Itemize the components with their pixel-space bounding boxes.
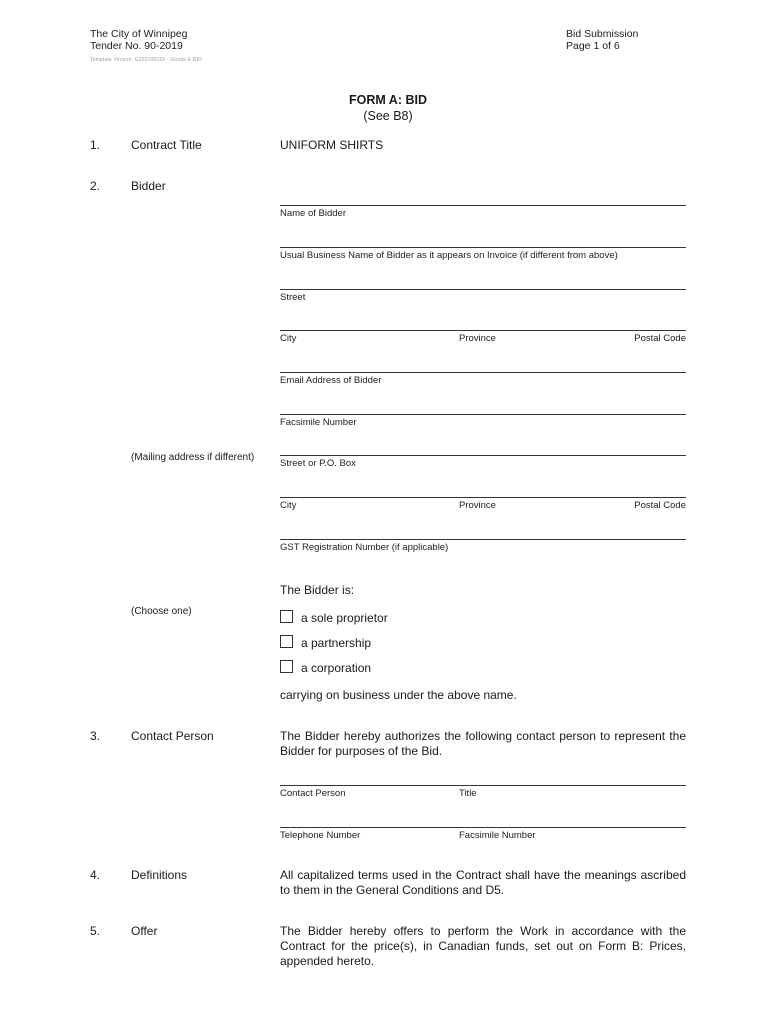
partnership-label: a partnership <box>301 636 372 650</box>
postal-code-caption: Postal Code <box>634 333 686 344</box>
business-name-field[interactable] <box>280 247 686 248</box>
title-caption: Title <box>459 788 477 799</box>
header-template-version: Template Version: G220190115 - Goods E-BID <box>90 57 202 63</box>
bidder-name-caption: Name of Bidder <box>280 208 347 219</box>
mail-city-caption: City <box>280 500 297 511</box>
email-field[interactable] <box>280 372 686 373</box>
phone-fax-field[interactable] <box>280 827 686 828</box>
telephone-caption: Telephone Number <box>280 830 361 841</box>
bidder-is-label: The Bidder is: <box>280 583 355 597</box>
contact-title-field[interactable] <box>280 785 686 786</box>
section-5-label: Offer <box>131 924 158 938</box>
header-city: The City of Winnipeg <box>90 28 188 40</box>
mailing-address-label: (Mailing address if different) <box>131 452 255 463</box>
section-3-label: Contact Person <box>131 729 214 743</box>
business-name-caption: Usual Business Name of Bidder as it appears on Invoice (if different from above) <box>280 250 618 261</box>
contract-title-value: UNIFORM SHIRTS <box>280 138 384 152</box>
mail-street-field[interactable] <box>280 455 686 456</box>
section-1-label: Contract Title <box>131 138 202 152</box>
section-2-number: 2. <box>90 179 101 193</box>
bidder-name-field[interactable] <box>280 205 686 206</box>
header-tender: Tender No. 90-2019 <box>90 40 183 52</box>
section-1-number: 1. <box>90 138 101 152</box>
gst-field[interactable] <box>280 539 686 540</box>
section-4-label: Definitions <box>131 868 188 882</box>
contact-fax-caption: Facsimile Number <box>459 830 536 841</box>
province-caption: Province <box>459 333 496 344</box>
mail-province-caption: Province <box>459 500 496 511</box>
partnership-checkbox[interactable] <box>280 635 293 648</box>
section-4-number: 4. <box>90 868 101 882</box>
section-3-number: 3. <box>90 729 101 743</box>
gst-caption: GST Registration Number (if applicable) <box>280 542 449 553</box>
city-province-postal-field[interactable] <box>280 330 686 331</box>
form-title: FORM A: BID <box>349 93 427 107</box>
sole-proprietor-checkbox[interactable] <box>280 610 293 623</box>
corporation-label: a corporation <box>301 661 372 675</box>
mail-city-province-postal-field[interactable] <box>280 497 686 498</box>
city-caption: City <box>280 333 297 344</box>
contact-person-caption: Contact Person <box>280 788 346 799</box>
mail-postal-code-caption: Postal Code <box>634 500 686 511</box>
header-page: Page 1 of 6 <box>566 40 620 52</box>
header-submission: Bid Submission <box>566 28 639 40</box>
offer-text: The Bidder hereby offers to perform the Work in accordance with the Contract for the price(s), in Canadian funds, set out on Form B: Prices, appended hereto. <box>280 924 686 968</box>
choose-one-label: (Choose one) <box>131 606 192 617</box>
corporation-checkbox[interactable] <box>280 660 293 673</box>
section-2-label: Bidder <box>131 179 166 193</box>
street-field[interactable] <box>280 289 686 290</box>
mail-street-caption: Street or P.O. Box <box>280 458 356 469</box>
email-caption: Email Address of Bidder <box>280 375 382 386</box>
fax-caption: Facsimile Number <box>280 417 357 428</box>
form-subtitle: (See B8) <box>363 109 413 123</box>
fax-field[interactable] <box>280 414 686 415</box>
section-5-number: 5. <box>90 924 101 938</box>
sole-proprietor-label: a sole proprietor <box>301 611 388 625</box>
street-caption: Street <box>280 292 306 303</box>
contact-person-text: The Bidder hereby authorizes the following contact person to represent the Bidder for purposes of the Bid. <box>280 729 686 758</box>
carrying-business-text: carrying on business under the above name. <box>280 688 517 702</box>
definitions-text: All capitalized terms used in the Contract shall have the meanings ascribed to them in the General Conditions and D5. <box>280 868 686 897</box>
